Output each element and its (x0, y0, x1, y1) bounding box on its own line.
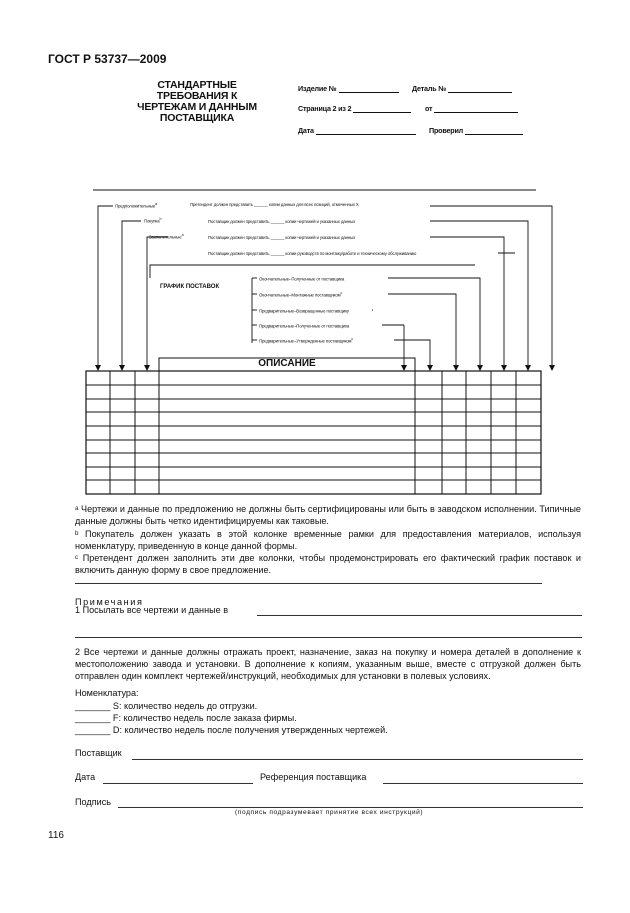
diagram-label-proposal-copies: Претендент должен представить ______ копии данных для всех позиций, отмеченных Х (190, 202, 359, 207)
signature-caption: (подпись подразумевает принятие всех инструкций) (235, 809, 424, 816)
notes-title: Примечания (75, 597, 144, 607)
diagram-label-final-copies: Поставщик должен представить ______ копии чертежей и указанных данных (208, 235, 356, 240)
form-title-line: ЧЕРТЕЖАМ И ДАННЫМ (137, 101, 257, 113)
nomenclature-item-d: _______ D: количество недель после получения утвержденных чертежей. (75, 725, 388, 735)
page-count-label: Страница 2 из 2 (298, 104, 352, 113)
diagram-label-purchase: Покупка$^b$ (144, 217, 162, 224)
diagram-label-purchase-copies: Поставщик должен представить ______ копии чертежей и указанных данных (208, 219, 356, 224)
schedule-item: Предварительные–Утвержденные поставщиком$^c$ (259, 337, 354, 344)
nomenclature-item-s: _______ S: количество недель до отгрузки. (75, 701, 258, 711)
nomenclature-title: Номенклатура: (75, 688, 139, 698)
form-title-line: ТРЕБОВАНИЯ К (156, 90, 238, 102)
signature-line (118, 807, 583, 808)
diagram-label-proposal: Предположительные$^a$ (115, 202, 158, 209)
supplier-line (132, 759, 583, 760)
item-number-label: Изделие № (298, 84, 337, 93)
footnote-b: ᵇ Покупатель должен указать в этой колонке временные рамки для предоставления материалов, используя номенклатуру, приведенную в конце данной формы. (75, 529, 581, 552)
note-2: 2 Все чертежи и данные должны отражать проект, назначение, заказ на покупку и номера деталей в дополнение к местоположению завода и установки. В дополнение к копиям, указанным выше, вместе с отгрузкой должен быть отправлен один комплект чертежей/инструкций, необходимых для установки в полевых условиях. (75, 647, 581, 682)
supplier-reference-label: Референция поставщика (260, 772, 367, 782)
nomenclature-item-f: _______ F: количество недель после заказа фирмы. (75, 713, 297, 723)
note-1: 1 Посылать все чертежи и данные в (75, 605, 229, 615)
schedule-item: Предварительные–Возвращенные поставщику (259, 308, 349, 314)
form-title-line: ПОСТАВЩИКА (159, 112, 235, 124)
note-1-line (257, 615, 582, 616)
from-label: от (425, 104, 433, 113)
supplier-reference-line (383, 783, 583, 784)
date-line (103, 783, 253, 784)
diagram-label-final: Заключительные$^a$ (149, 233, 184, 240)
footnote-a: ᵃ Чертежи и данные по предложению не должны быть сертифицированы или быть в заводском исполнении. Типичные данные должны быть четко идентифицируемы как таковые. (75, 504, 581, 527)
document-standard-number: ГОСТ Р 53737—2009 (48, 52, 167, 66)
part-number-label: Деталь № (412, 84, 447, 93)
page-number: 116 (48, 830, 64, 841)
schedule-item: Окончательные–Полученные от поставщика (259, 276, 345, 282)
date-header-label: Дата (298, 126, 314, 135)
schedule-item: Предварительные–Полученные от поставщика (259, 323, 350, 329)
schedule-item: Окончательные–Монтажные поставщиком$^c$ (259, 291, 343, 298)
schedule-title: ГРАФИК ПОСТАВОК (160, 284, 220, 290)
form-title-line: СТАНДАРТНЫЕ (157, 79, 237, 91)
checked-by-label: Проверил (429, 126, 464, 135)
signature-label: Подпись (75, 797, 111, 807)
date-label: Дата (75, 772, 96, 782)
note-1-line-2 (75, 637, 582, 638)
footnote-c: ᶜ Претендент должен заполнить эти две колонки, чтобы продемонстрировать его фактический график поставок и включить данную форму в свое предложение. (75, 553, 581, 576)
description-column-header: ОПИСАНИЕ (258, 358, 316, 369)
supplier-label: Поставщик (75, 748, 122, 758)
separator-line (75, 583, 542, 584)
diagram-label-manuals-copies: Поставщик должен представить ______ копии руководств по монтажу/работе и техническому обслуживанию (208, 251, 417, 256)
